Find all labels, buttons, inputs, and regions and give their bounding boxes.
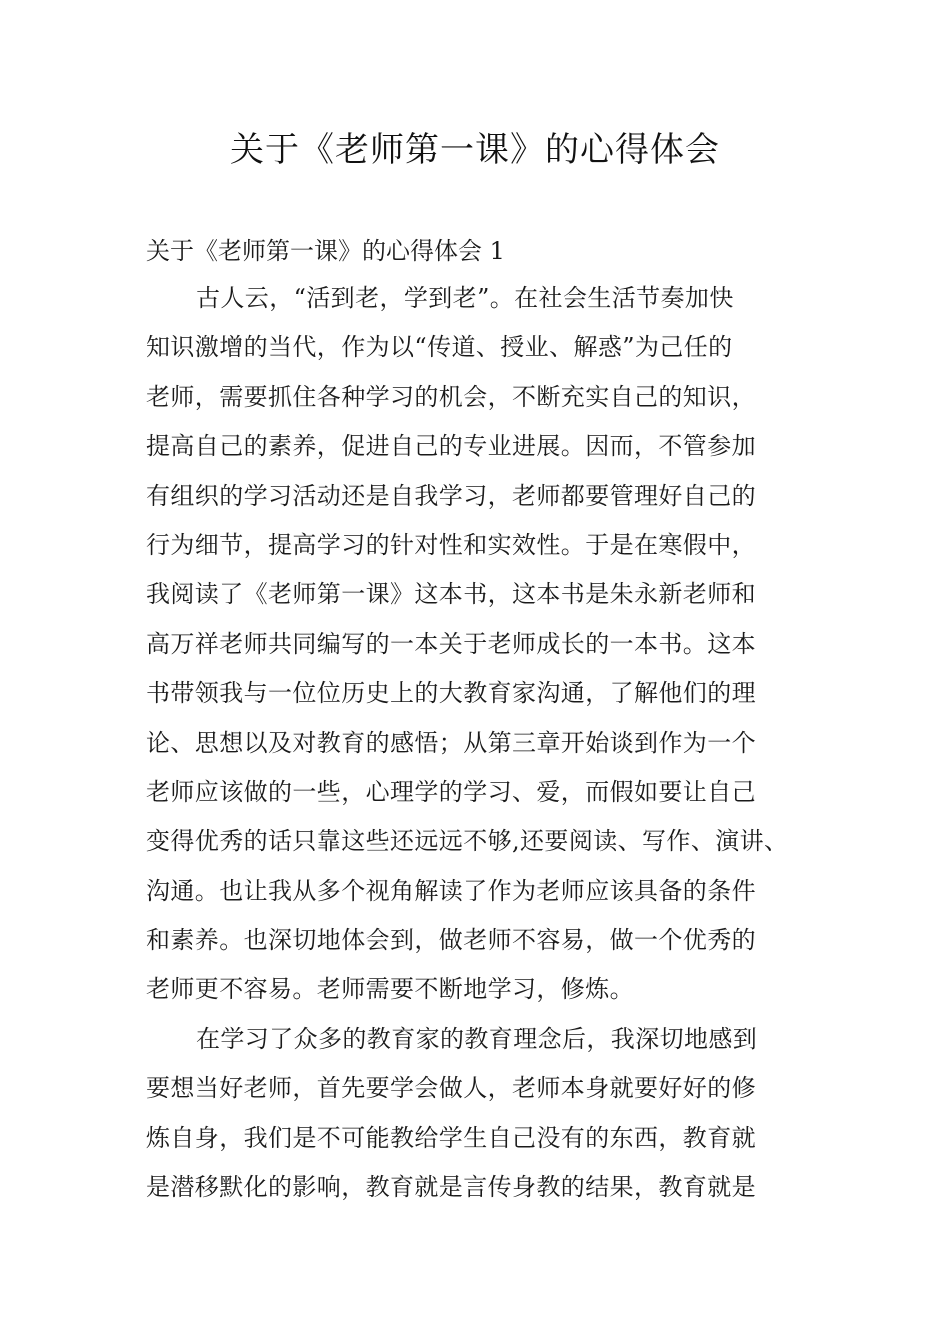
paragraph-line: 要想当好老师，首先要学会做人，老师本身就要好好的修 [146,1074,756,1103]
paragraph-line: 炼自身，我们是不可能教给学生自己没有的东西，教育就 [146,1123,756,1152]
paragraph-line: 古人云，“活到老，学到老”。在社会生活节奏加快 [196,284,734,312]
paragraph-line: 和素养。也深切地体会到，做老师不容易，做一个优秀的 [146,926,756,955]
paragraph-line: 有组织的学习活动还是自我学习，老师都要管理好自己的 [146,481,756,510]
document-title: 关于《老师第一课》的心得体会 [230,130,720,170]
paragraph-line: 高万祥老师共同编写的一本关于老师成长的一本书。这本 [146,629,756,658]
paragraph-line: 老师更不容易。老师需要不断地学习，修炼。 [146,975,634,1004]
paragraph-2 [146,1015,806,1213]
paragraph-line: 我阅读了《老师第一课》这本书，这本书是朱永新老师和 [146,580,756,609]
paragraph-line: 在学习了众多的教育家的教育理念后，我深切地感到 [196,1024,758,1053]
paragraph-line: 知识激增的当代，作为以“传道、授业、解惑”为己任的 [146,333,733,362]
document-body [146,228,806,1212]
paragraph-line: 是潜移默化的影响，教育就是言传身教的结果，教育就是 [146,1173,756,1202]
paragraph-1 [146,274,806,1015]
paragraph-line: 老师应该做的一些，心理学的学习、爱，而假如要让自己 [146,777,756,806]
paragraph-line: 变得优秀的话只靠这些还远远不够,还要阅读、写作、演讲、 [146,827,789,856]
paragraph-line: 老师，需要抓住各种学习的机会，不断充实自己的知识， [146,382,756,411]
paragraph-line: 沟通。也让我从多个视角解读了作为老师应该具备的条件 [146,876,756,905]
paragraph-line: 书带领我与一位位历史上的大教育家沟通，了解他们的理 [146,679,756,708]
paragraph-line: 论、思想以及对教育的感悟；从第三章开始谈到作为一个 [146,728,756,757]
paragraph-line: 行为细节，提高学习的针对性和实效性。于是在寒假中， [146,530,756,559]
section-subheading: 关于《老师第一课》的心得体会 1 [146,237,505,265]
paragraph-line: 提高自己的素养，促进自己的专业进展。因而，不管参加 [146,432,756,461]
